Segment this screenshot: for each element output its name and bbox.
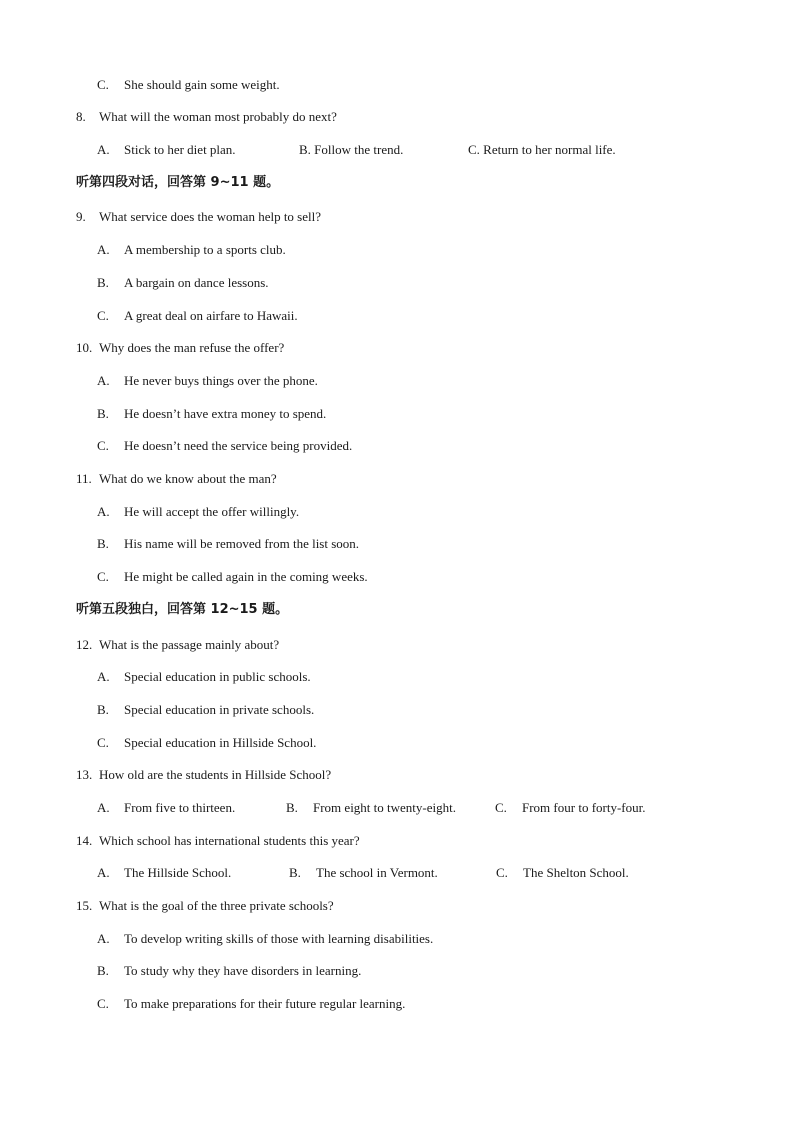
question-number: 11. [76, 471, 92, 486]
option-text: From five to thirteen. [124, 800, 236, 815]
option-text: A great deal on airfare to Hawaii. [124, 308, 298, 323]
q9-option-b [97, 275, 269, 291]
question-text: What do we know about the man? [99, 471, 277, 486]
q15-option-a [97, 931, 433, 947]
option-letter: A. [97, 669, 110, 684]
question-9 [76, 209, 321, 225]
option-letter: C. [495, 800, 507, 815]
question-number: 10. [76, 340, 93, 355]
q9-option-a [97, 242, 286, 258]
option-text: To make preparations for their future regular learning. [124, 996, 406, 1011]
q14-option-c [496, 865, 629, 881]
option-letter: B. [299, 142, 311, 157]
option-text: He never buys things over the phone. [124, 373, 318, 388]
q12-option-b [97, 702, 314, 718]
option-text: From eight to twenty-eight. [313, 800, 456, 815]
q11-option-a [97, 504, 299, 520]
option-letter: A. [97, 865, 110, 880]
option-text: The Shelton School. [523, 865, 629, 880]
question-text: What is the passage mainly about? [99, 637, 280, 652]
option-text: Special education in Hillside School. [124, 735, 317, 750]
option-letter: A. [97, 242, 110, 257]
option-text: She should gain some weight. [124, 77, 280, 92]
option-letter: B. [289, 865, 301, 880]
option-letter: C. [97, 996, 109, 1011]
option-letter: B. [286, 800, 298, 815]
option-letter: A. [97, 931, 110, 946]
q15-option-c [97, 996, 405, 1012]
question-13 [76, 767, 331, 783]
question-12 [76, 637, 279, 653]
option-text: From four to forty-four. [522, 800, 646, 815]
q8-option-a [97, 142, 236, 158]
question-text: How old are the students in Hillside School? [99, 767, 332, 782]
question-text: What will the woman most probably do next? [99, 109, 337, 124]
question-text: Why does the man refuse the offer? [99, 340, 285, 355]
question-number: 13. [76, 767, 93, 782]
option-letter: C. [97, 77, 109, 92]
q13-option-b [286, 800, 456, 816]
option-letter: B. [97, 275, 109, 290]
section-heading: 听第四段对话，回答第 9~11 题。 [76, 175, 280, 190]
q12-option-c [97, 735, 316, 751]
q9-option-c [97, 308, 298, 324]
option-text: His name will be removed from the list soon. [124, 536, 360, 551]
option-text: He doesn’t have extra money to spend. [124, 406, 327, 421]
question-15 [76, 898, 334, 914]
q10-option-a [97, 373, 318, 389]
option-letter: B. [97, 702, 109, 717]
option-letter: C. [97, 308, 109, 323]
option-text: Stick to her diet plan. [124, 142, 236, 157]
question-number: 15. [76, 898, 93, 913]
option-letter: B. [97, 406, 109, 421]
q13-option-c [495, 800, 645, 816]
q10-option-b [97, 406, 326, 422]
q15-option-b [97, 963, 361, 979]
option-text: The school in Vermont. [316, 865, 438, 880]
q11-option-b [97, 536, 359, 552]
option-text: The Hillside School. [124, 865, 232, 880]
section-heading: 听第五段独白，回答第 12~15 题。 [76, 602, 289, 617]
question-number: 8. [76, 109, 86, 124]
option-text: Special education in private schools. [124, 702, 315, 717]
question-text: What is the goal of the three private schools? [99, 898, 334, 913]
q11-option-c [97, 569, 368, 585]
question-number: 9. [76, 209, 86, 224]
option-text: To study why they have disorders in learning. [124, 963, 362, 978]
option-letter: A. [97, 373, 110, 388]
option-letter: C. [496, 865, 508, 880]
option-letter: B. [97, 963, 109, 978]
option-text: Follow the trend. [314, 142, 404, 157]
q12-option-a [97, 669, 311, 685]
option-text: A bargain on dance lessons. [124, 275, 269, 290]
question-14 [76, 833, 360, 849]
question-10 [76, 340, 284, 356]
q8-option-b [299, 142, 403, 158]
option-text: He will accept the offer willingly. [124, 504, 300, 519]
option-letter: A. [97, 142, 110, 157]
option-letter: C. [97, 438, 109, 453]
q7-option-c [97, 77, 280, 93]
question-text: Which school has international students this year? [99, 833, 360, 848]
question-number: 14. [76, 833, 93, 848]
q13-option-a [97, 800, 235, 816]
q14-option-b [289, 865, 438, 881]
q10-option-c [97, 438, 352, 454]
option-letter: C. [468, 142, 480, 157]
option-letter: B. [97, 536, 109, 551]
option-text: Return to her normal life. [483, 142, 616, 157]
option-letter: C. [97, 569, 109, 584]
option-letter: C. [97, 735, 109, 750]
option-letter: A. [97, 504, 110, 519]
option-text: He might be called again in the coming weeks. [124, 569, 368, 584]
option-text: Special education in public schools. [124, 669, 311, 684]
q14-option-a [97, 865, 231, 881]
q8-option-c [468, 142, 616, 158]
option-text: To develop writing skills of those with learning disabilities. [124, 931, 434, 946]
question-text: What service does the woman help to sell? [99, 209, 322, 224]
question-11 [76, 471, 277, 487]
option-letter: A. [97, 800, 110, 815]
option-text: He doesn’t need the service being provided. [124, 438, 353, 453]
question-number: 12. [76, 637, 93, 652]
option-text: A membership to a sports club. [124, 242, 286, 257]
question-8 [76, 109, 337, 125]
